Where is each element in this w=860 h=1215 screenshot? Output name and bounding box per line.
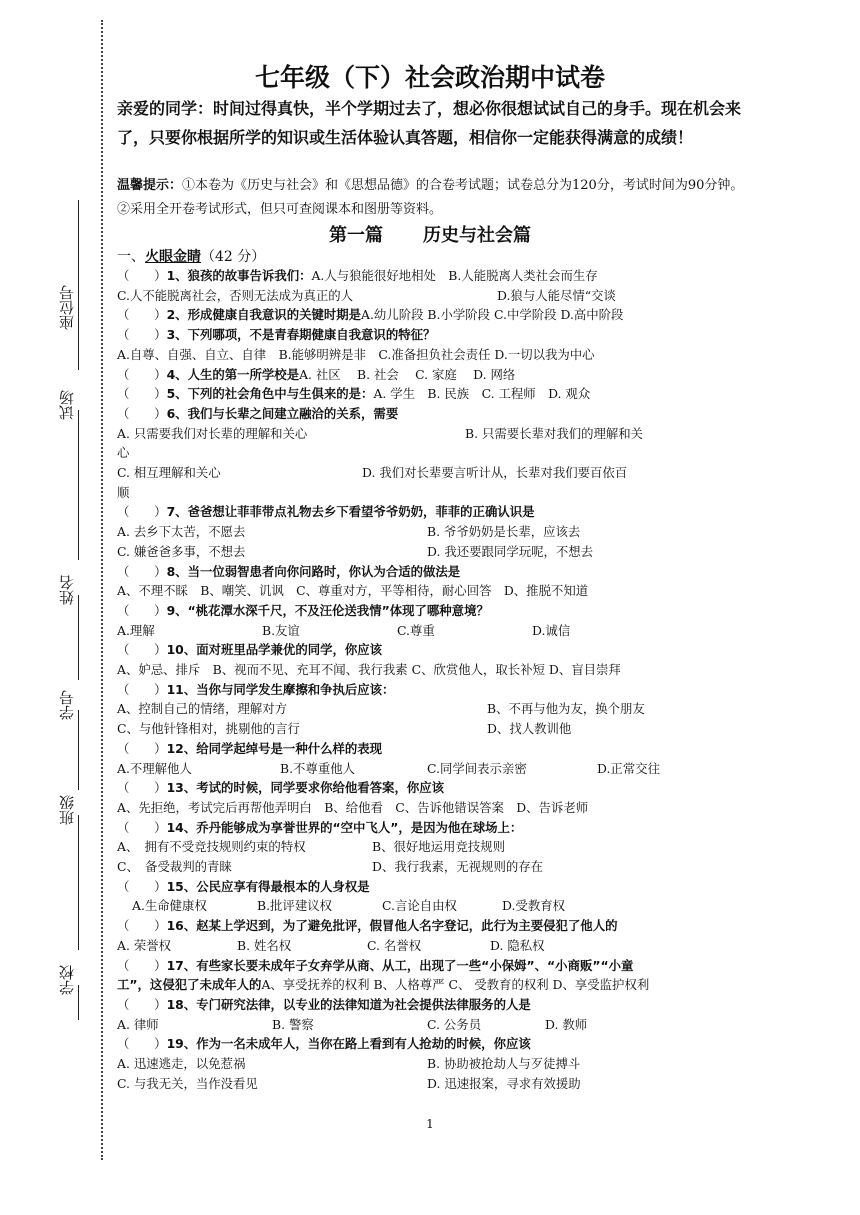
binding-field-label: 学校 (58, 965, 76, 995)
question-line (117, 267, 757, 285)
question-line (117, 306, 757, 324)
binding-dotted-line (101, 20, 103, 1160)
question-text: 面对班里品学兼优的同学，你应该 (196, 642, 383, 658)
option-text: B. 只需要长辈对我们的理解和关 (465, 425, 644, 441)
section-left: 第一篇 (329, 225, 383, 246)
answer-bracket[interactable]: （ ） (117, 740, 167, 756)
option-text: C.尊重 (397, 622, 435, 638)
option-text: A、控制自己的情绪，理解对方 (117, 701, 288, 717)
answer-bracket[interactable]: （ ） (117, 307, 167, 323)
option-text: B. 警察 (272, 1016, 314, 1032)
answer-bracket[interactable]: （ ） (117, 268, 167, 283)
question-text: 专门研究法律，以专业的法律知道为社会提供法律服务的人是 (196, 996, 531, 1012)
answer-bracket[interactable]: （ ） (117, 366, 167, 382)
option-text: A. 只需要我们对长辈的理解和关心 (117, 425, 308, 441)
question-options: A.人与狼能很好地相处 B.人能脱离人类社会而生存 (311, 268, 598, 283)
question-text: 给同学起绰号是一种什么样的表现 (196, 740, 383, 756)
question-line (117, 779, 757, 797)
option-text: 心 (117, 445, 130, 461)
binding-fill-line (78, 595, 79, 680)
option-text: A.不理解他人 (117, 760, 192, 776)
option-text: B. 协助被抢劫人与歹徒搏斗 (427, 1056, 581, 1071)
option-text: A、妒忌、排斥 B、视而不见、充耳不闻、我行我素 C、欣赏他人，取长补短 D、盲目崇拜 (117, 662, 621, 677)
question-text: 当一位弱智患者向你问路时，你认为合适的做法是 (187, 563, 461, 579)
question-number: 10、 (166, 642, 197, 658)
option-text: D、我行我素，无视规则的存在 (372, 859, 544, 874)
answer-bracket[interactable]: （ ） (117, 602, 167, 618)
question-number: 16、 (166, 918, 197, 934)
question-line (117, 976, 757, 994)
question-line (117, 641, 757, 659)
option-text: C. 嫌爸爸多事，不想去 (117, 543, 246, 559)
question-text: 作为一名未成年人，当你在路上看到有人抢劫的时候，你应该 (196, 1036, 531, 1052)
option-text: A.生命健康权 (132, 898, 207, 914)
question-text: 下列的社会角色中与生俱来的是： (187, 386, 374, 402)
binding-fill-line (78, 710, 79, 790)
question-line (117, 819, 757, 837)
question-text: 我们与长辈之间建立融洽的关系，需要 (187, 405, 399, 421)
option-text: D. 我们对长辈要言听计从，长辈对我们要百依百 (362, 465, 628, 480)
answer-bracket[interactable]: （ ） (117, 386, 167, 402)
question-number: 18、 (166, 996, 197, 1012)
option-text: C.同学间表示亲密 (427, 760, 527, 776)
question-line (117, 996, 757, 1014)
option-text: B. 爷爷奶奶是长辈，应该去 (427, 524, 581, 540)
question-line (117, 385, 757, 403)
option-text: A. 去乡下太苦，不愿去 (117, 524, 246, 540)
binding-field-label: 座位号 (58, 285, 76, 330)
binding-fill-line (78, 815, 79, 950)
answer-bracket[interactable]: （ ） (117, 504, 167, 520)
question-line (117, 740, 757, 758)
question-line (117, 878, 757, 896)
question-options: A、享受抚养的权利 B、人格尊严 C、 受教育的权利 D、享受监护权利 (261, 977, 650, 993)
question-options: A. 社区 B. 社会 C. 家庭 D. 网络 (299, 366, 516, 382)
option-text: C、 备受裁判的青睐 (117, 859, 232, 874)
question-text: 爸爸想让菲菲带点礼物去乡下看望爷爷奶奶，菲菲的正确认识是 (187, 504, 535, 520)
answer-bracket[interactable]: （ ） (117, 405, 167, 421)
option-text: A. 荣誉权 (117, 937, 171, 953)
answer-bracket[interactable]: （ ） (117, 819, 167, 835)
option-text: C.人不能脱离社会，否则无法成为真正的人 (117, 287, 354, 303)
question-number: 3、 (166, 327, 188, 343)
option-text: A. 律师 (117, 1016, 159, 1032)
answer-bracket[interactable]: （ ） (117, 878, 167, 894)
question-text: 工”，这侵犯了未成年人的 (117, 977, 262, 993)
question-options: A.幼儿阶段 B.小学阶段 C.中学阶段 D.高中阶段 (361, 307, 624, 323)
answer-bracket[interactable]: （ ） (117, 918, 167, 934)
question-line (117, 405, 757, 423)
question-line (117, 563, 757, 581)
answer-bracket[interactable]: （ ） (117, 681, 167, 697)
option-text: B.批评建议权 (257, 898, 332, 914)
option-text: A、先拒绝，考试完后再帮他弄明白 B、给他看 C、告诉他错误答案 D、告诉老师 (117, 799, 589, 815)
question-line (117, 1035, 757, 1053)
option-text: D. 迅速报案，寻求有效援助 (427, 1075, 581, 1091)
question-text: 狼孩的故事告诉我们： (187, 268, 312, 283)
option-text: D.受教育权 (502, 898, 565, 914)
question-line (117, 957, 757, 975)
option-text: D. 教师 (545, 1016, 588, 1032)
question-line (117, 366, 757, 384)
question-line (117, 326, 757, 344)
option-text: D.诚信 (532, 622, 571, 638)
question-text: 下列哪项，不是青春期健康自我意识的特征？ (187, 327, 436, 343)
question-number: 13、 (166, 780, 197, 796)
option-text: A.理解 (117, 622, 155, 638)
option-text: D.正常交往 (597, 760, 660, 776)
option-text: 顺 (117, 484, 130, 500)
answer-bracket[interactable]: （ ） (117, 1036, 167, 1052)
option-text: A.自尊、自强、自立、自律 B.能够明辨是非 C.准备担负社会责任 D.一切以我为中心 (117, 346, 595, 362)
binding-field-label: 学号 (58, 690, 76, 720)
option-text: B、不再与他为友，换个朋友 (487, 701, 645, 717)
intro-text: 亲爱的同学：时间过得真快，半个学期过去了，想必你很想试试自己的身手。现在机会来了，只要你根据所学的知识或生活体验认真答题，相信你一定能获得满意的成绩！ (117, 99, 742, 147)
option-text: C. 名誉权 (367, 937, 422, 953)
answer-bracket[interactable]: （ ） (117, 780, 167, 796)
part-prefix: 一、 (117, 249, 145, 265)
answer-bracket[interactable]: （ ） (117, 563, 167, 579)
question-number: 1、 (166, 268, 188, 283)
question-text: 乔丹能够成为享誉世界的“空中飞人”，是因为他在球场上： (196, 819, 523, 835)
question-options: A. 学生 B. 民族 C. 工程师 D. 观众 (373, 386, 591, 402)
question-text: 人生的第一所学校是 (187, 366, 300, 382)
question-number: 9、 (166, 602, 188, 618)
question-number: 5、 (166, 386, 188, 402)
section-right: 历史与社会篇 (423, 225, 531, 246)
question-line (117, 681, 757, 699)
answer-bracket[interactable]: （ ） (117, 996, 167, 1012)
option-text: D. 隐私权 (490, 937, 545, 953)
tip-text (117, 174, 747, 222)
option-text: C. 与我无关，当作没看见 (117, 1075, 258, 1091)
question-number: 2、 (166, 307, 188, 323)
binding-field-label: 班级 (58, 795, 76, 825)
binding-field-label: 姓名 (58, 575, 76, 605)
answer-bracket[interactable]: （ ） (117, 327, 167, 343)
question-number: 17、 (166, 957, 197, 973)
question-text: 赵某上学迟到，为了避免批评，假冒他人名字登记，此行为主要侵犯了他人的 (196, 918, 618, 934)
option-text: B、很好地运用竞技规则 (372, 839, 506, 855)
question-number: 12、 (166, 740, 197, 756)
question-line (117, 503, 757, 521)
option-text: D、找人教训他 (487, 721, 572, 737)
option-text: C. 公务员 (427, 1016, 482, 1032)
question-number: 14、 (166, 819, 197, 835)
option-text: D. 我还要跟同学玩呢，不想去 (427, 543, 594, 559)
option-text: A. 迅速逃走，以免惹祸 (117, 1056, 246, 1071)
option-text: B.友谊 (262, 622, 300, 638)
question-number: 6、 (166, 405, 188, 421)
tip-label: 温馨提示： (117, 178, 183, 193)
option-text: B.不尊重他人 (280, 760, 355, 776)
question-text: 有些家长要未成年子女弃学从商、从工，出现了一些“小保姆”、“小商贩”“小童 (196, 957, 634, 973)
answer-bracket[interactable]: （ ） (117, 642, 167, 658)
option-text: C.言论自由权 (382, 898, 457, 914)
question-text: 考试的时候，同学要求你给他看答案，你应该 (196, 780, 445, 796)
question-text: 当你与同学发生摩擦和争执后应该： (196, 681, 395, 697)
question-line (117, 917, 757, 935)
page-title: 七年级（下）社会政治期中试卷 (254, 63, 605, 92)
binding-fill-line (78, 985, 79, 1020)
tip-body: ①本卷为《历史与社会》和《思想品德》的合卷考试题；试卷总分为120分，考试时间为90分钟。②采用全开卷考试形式，但只可查阅课本和图册等资料。 (117, 178, 744, 217)
question-number: 4、 (166, 366, 188, 382)
question-text: 公民应享有得最根本的人身权是 (196, 878, 370, 894)
question-number: 7、 (166, 504, 188, 520)
option-text: C. 相互理解和关心 (117, 465, 221, 480)
page-number: 1 (426, 1117, 434, 1131)
part-heading (117, 246, 265, 266)
question-text: “桃花潭水深千尺，不及汪伦送我情”体现了哪种意境？ (187, 602, 489, 618)
option-text: C、与他针锋相对，挑剔他的言行 (117, 721, 300, 737)
question-text: 形成健康自我意识的关键时期是 (187, 307, 362, 323)
option-text: A、 拥有不受竞技规则约束的特权 (117, 839, 306, 855)
part-score: （42 分） (201, 249, 266, 265)
binding-fill-line (78, 410, 79, 560)
question-number: 15、 (166, 878, 197, 894)
option-text: B. 姓名权 (237, 937, 292, 953)
question-number: 8、 (166, 563, 188, 579)
binding-field-label: 试场 (58, 390, 76, 420)
section-heading (0, 221, 860, 247)
question-number: 19、 (166, 1036, 197, 1052)
option-text: D.狼与人能尽情“交谈 (497, 287, 616, 303)
question-line (117, 602, 757, 620)
question-number: 11、 (166, 681, 197, 697)
answer-bracket[interactable]: （ ） (117, 957, 167, 973)
option-text: A、不理不睬 B、嘲笑、讥讽 C、尊重对方，平等相待，耐心回答 D、推脱不知道 (117, 583, 589, 599)
part-name: 火眼金睛 (145, 249, 201, 265)
